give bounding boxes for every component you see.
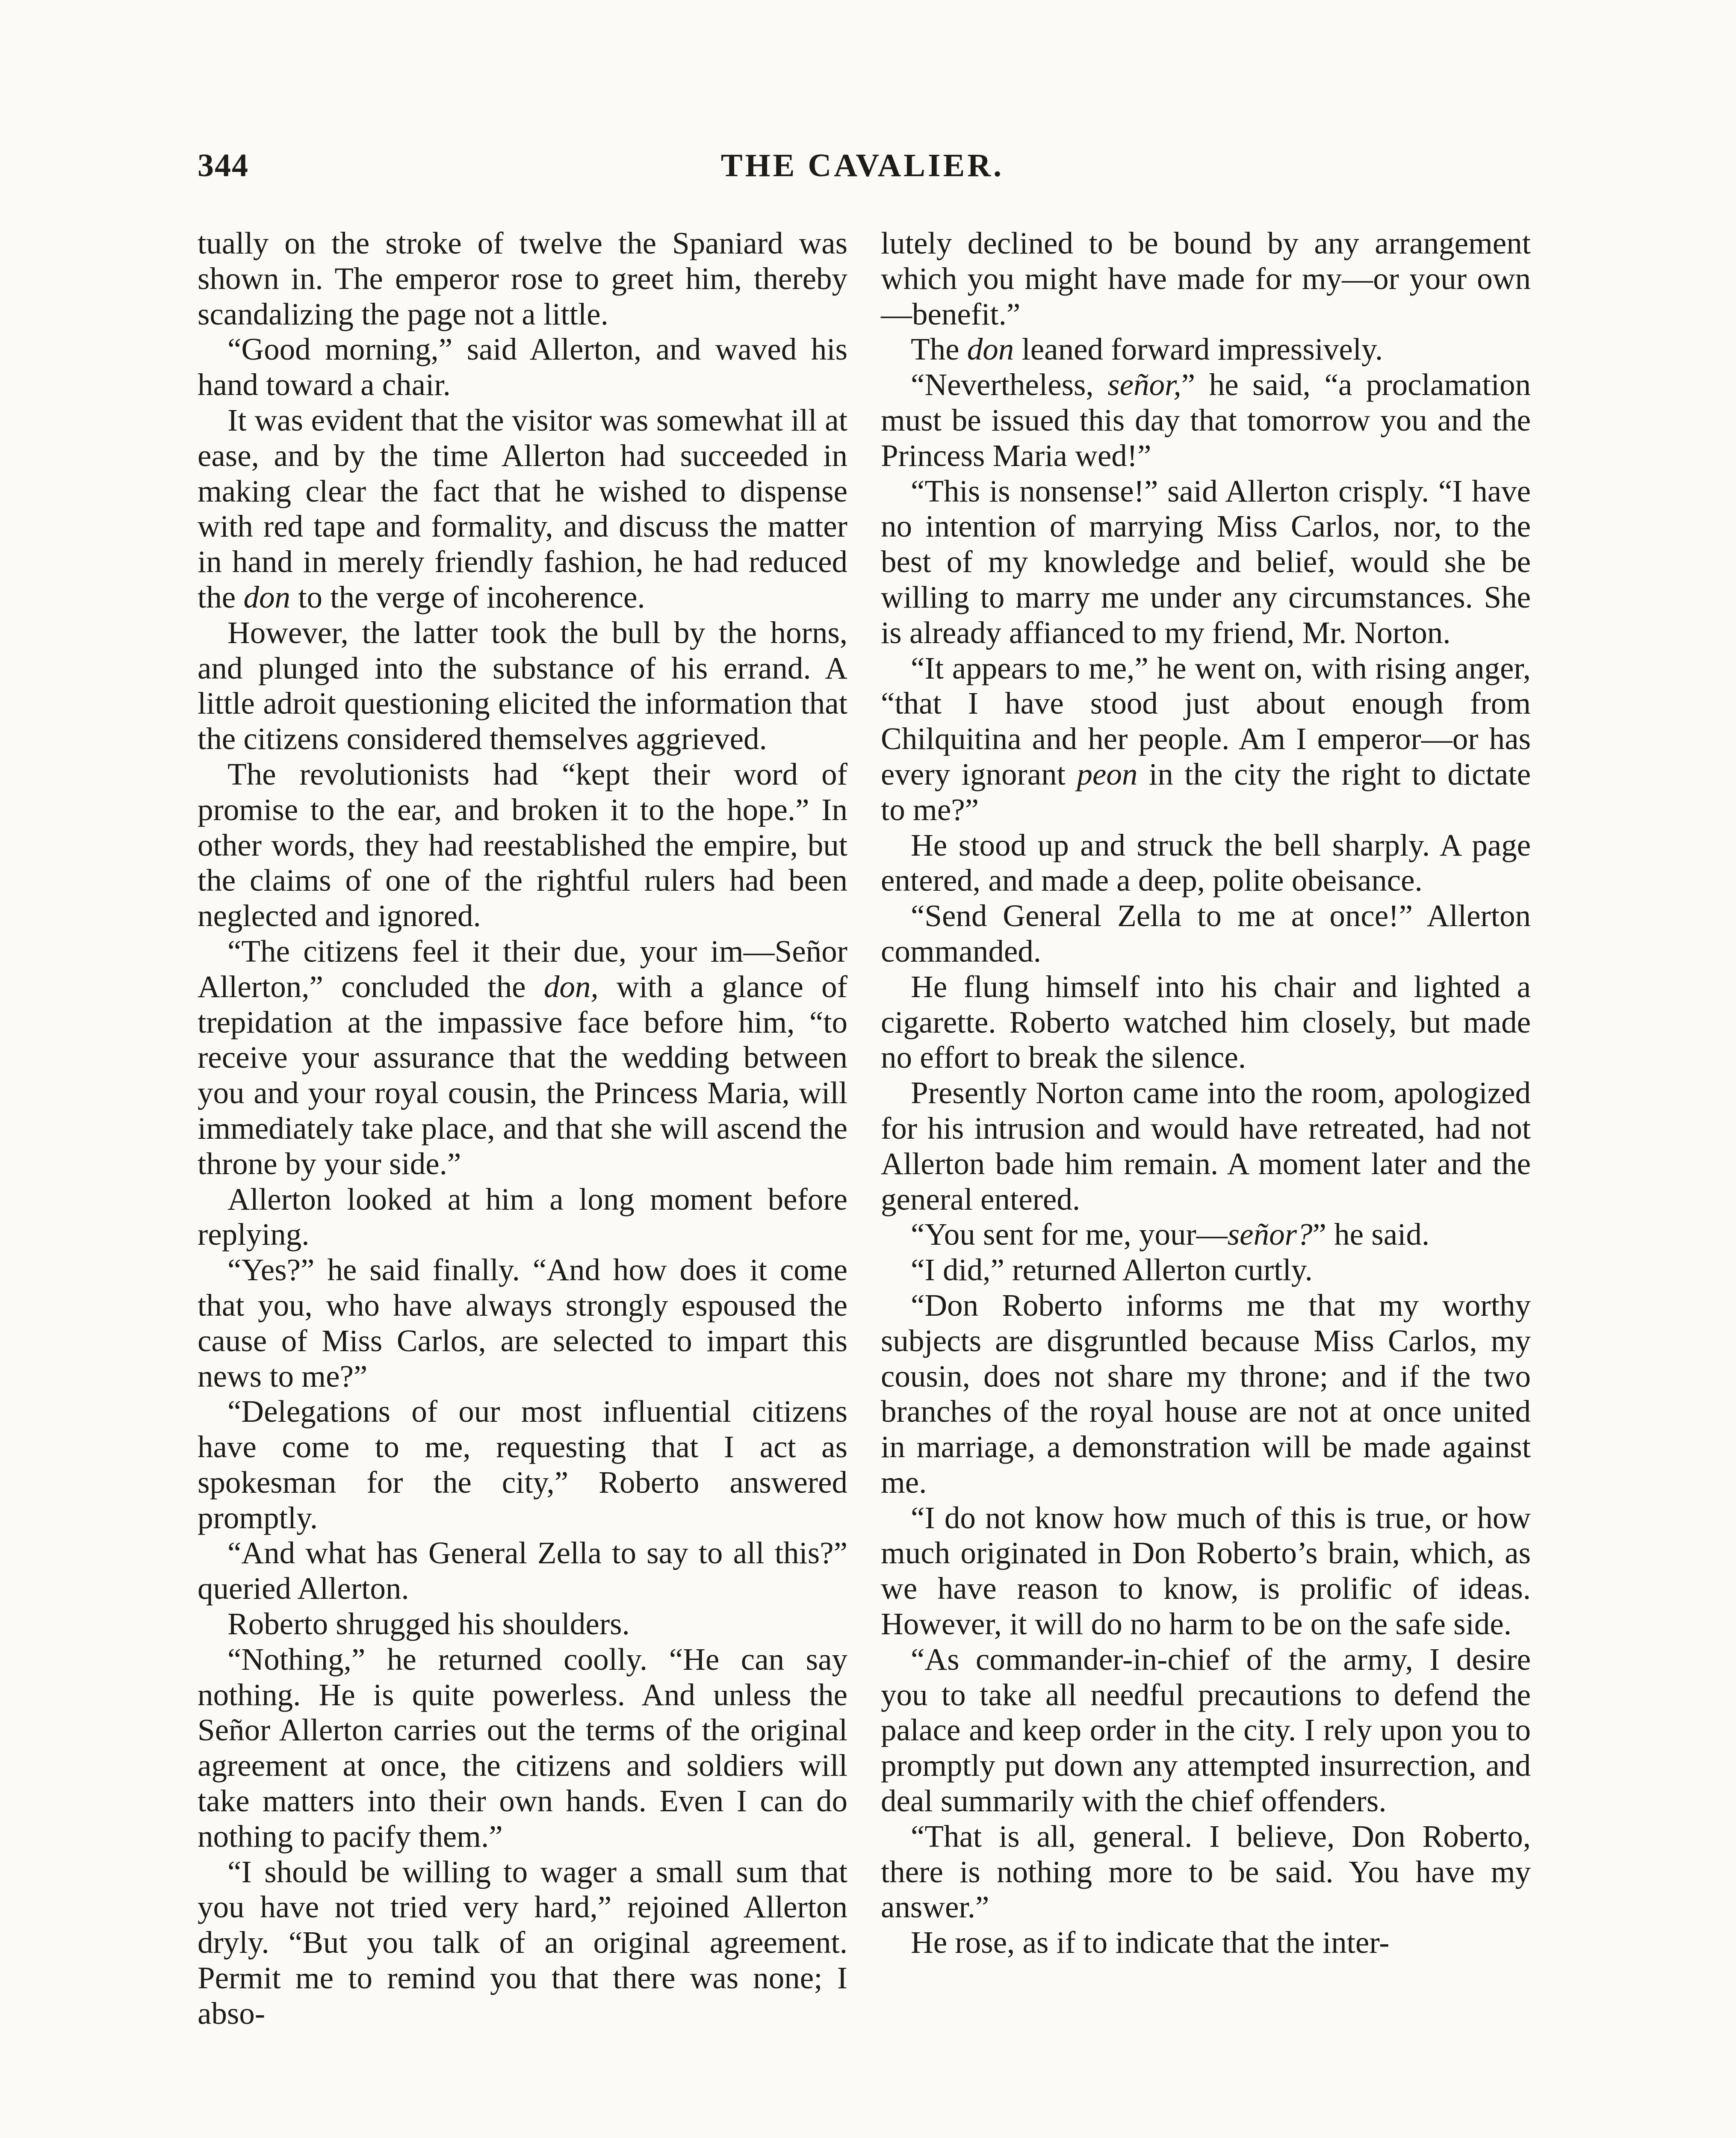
paragraph	[198, 1182, 847, 1253]
paragraph	[881, 1217, 1531, 1252]
paragraph	[198, 1536, 847, 1606]
paragraph	[881, 898, 1531, 969]
paragraph-text: He rose, as if to indicate that the inter-	[911, 1925, 1390, 1960]
paragraph-text: “And what has General Zella to say to all this?” queried Allerton.	[198, 1536, 847, 1606]
paragraph	[881, 1819, 1531, 1925]
paragraph-text: “The citizens feel it their due, your im—Señor Allerton,” concluded the	[198, 933, 847, 1004]
paragraph-text: “Good morning,” said Allerton, and waved his hand toward a chair.	[198, 332, 847, 402]
paragraph-text: “That is all, general. I believe, Don Roberto, there is nothing more to be said. You have my answer.”	[881, 1819, 1531, 1925]
paragraph	[881, 474, 1531, 651]
paragraph-text: “I do not know how much of this is true, or how much originated in Don Roberto’s brain, which, as we have reason to know, is prolific of ideas. However, it will do no harm to be on the safe side.	[881, 1500, 1531, 1642]
paragraph-text: with a glance of trepidation at the impassive face before him, “to receive your assurance that the wedding between you and your royal cousin, the Princess Maria, will immediately take place, and that she will ascend the throne by your side.”	[198, 969, 847, 1181]
paragraph-text: in the city the right to dictate to me?”	[881, 756, 1531, 827]
paragraph-text: “Nothing,” he returned coolly. “He can say nothing. He is quite powerless. And unless the Señor Allerton carries out the terms of the original agreement at once, the citizens and soldiers will take matters into their own hands. Even I can do nothing to pacify them.”	[198, 1642, 847, 1854]
paragraph	[881, 969, 1531, 1075]
italic-word: don	[967, 332, 1014, 367]
paragraph	[881, 367, 1531, 473]
paragraph-text: ” he said.	[1312, 1217, 1430, 1252]
paragraph-text: to the verge of incoherence.	[290, 579, 645, 614]
paragraph-text: “Yes?” he said finally. “And how does it come that you, who have always strongly espoused the cause of Miss Carlos, are selected to impart this news to me?”	[198, 1252, 847, 1394]
paragraph-text: He flung himself into his chair and lighted a cigarette. Roberto watched him closely, but made no effort to break the silence.	[881, 969, 1531, 1075]
paragraph-text: He stood up and struck the bell sharply. A page entered, and made a deep, polite obeisance.	[881, 827, 1531, 898]
paragraph	[881, 1075, 1531, 1217]
paragraph-text: “It appears to me,” he went on, with rising anger, “that I have stood just about enough from Chilquitina and her people. Am I emperor—or has every ignorant	[881, 650, 1531, 791]
paragraph	[198, 934, 847, 1182]
right-text-column	[881, 226, 1531, 1961]
italic-word: don,	[543, 969, 599, 1004]
paragraph	[881, 1642, 1531, 1819]
paragraph-text: tually on the stroke of twelve the Spaniard was shown in. The emperor rose to greet him, thereby scandalizing the page not a little.	[198, 226, 847, 331]
running-title: THE CAVALIER.	[720, 148, 1004, 183]
paragraph-text: “This is nonsense!” said Allerton crisply. “I have no intention of marrying Miss Carlos, nor, to the best of my knowledge and belief, would she be willing to marry me under any circumstances. She is already affianced to my friend, Mr. Norton.	[881, 473, 1531, 650]
paragraph	[198, 615, 847, 757]
paragraph	[881, 651, 1531, 828]
paragraph	[198, 226, 847, 332]
italic-word: don	[243, 579, 290, 614]
paragraph-text: “Send General Zella to me at once!” Allerton commanded.	[881, 898, 1531, 969]
paragraph	[881, 1252, 1531, 1288]
paragraph-text: “As commander-in-chief of the army, I desire you to take all needful precautions to defend the palace and keep order in the city. I rely upon you to promptly put down any attempted insurrection, and deal summarily with the chief offenders.	[881, 1642, 1531, 1819]
paragraph-text: However, the latter took the bull by the horns, and plunged into the substance of his errand. A little adroit questioning elicited the information that the citizens considered themselves aggrieved.	[198, 615, 847, 756]
paragraph-text: ” he said, “a proclamation must be issued this day that tomorrow you and the Princess Maria wed!”	[881, 367, 1531, 473]
paragraph	[198, 1394, 847, 1536]
paragraph-text: “I did,” returned Allerton curtly.	[911, 1252, 1313, 1288]
paragraph	[881, 1925, 1531, 1961]
paragraph-text: It was evident that the visitor was somewhat ill at ease, and by the time Allerton had succeeded in making clear the fact that he wished to dispense with red tape and formality, and discuss the matter in hand in merely friendly fashion, he had reduced the	[198, 402, 847, 614]
paragraph	[198, 1855, 847, 2032]
paragraph	[198, 1606, 847, 1642]
italic-word: señor,	[1107, 367, 1181, 402]
paragraph-text: “Don Roberto informs me that my worthy subjects are disgruntled because Miss Carlos, my cousin, does not share my throne; and if the two branches of the royal house are not at once united in marriage, a demonstration will be made against me.	[881, 1288, 1531, 1500]
left-text-column	[198, 226, 847, 2032]
page-header	[198, 142, 1527, 189]
paragraph-text: The revolutionists had “kept their word of promise to the ear, and broken it to the hope.” In other words, they had reestablished the empire, but the claims of one of the rightful rulers had been neglected and ignored.	[198, 756, 847, 933]
paragraph	[881, 332, 1531, 367]
italic-word: peon	[1077, 756, 1138, 791]
page-number: 344	[198, 148, 249, 183]
paragraph	[881, 1288, 1531, 1500]
paragraph-text: The	[911, 332, 967, 367]
paragraph-text: leaned forward impressively.	[1014, 332, 1383, 367]
paragraph-text: “I should be willing to wager a small sum that you have not tried very hard,” rejoined Allerton dryly. “But you talk of an original agreement. Permit me to remind you that there was none; I abso-	[198, 1854, 847, 2031]
paragraph-text: Presently Norton came into the room, apologized for his intrusion and would have retreated, had not Allerton bade him remain. A moment later and the general entered.	[881, 1075, 1531, 1217]
italic-word: señor?	[1227, 1217, 1313, 1252]
paragraph	[198, 757, 847, 934]
paragraph-text: “Nevertheless,	[911, 367, 1108, 402]
paragraph	[198, 332, 847, 403]
paragraph	[881, 828, 1531, 899]
paragraph-text: Allerton looked at him a long moment before replying.	[198, 1181, 847, 1252]
paragraph-text: lutely declined to be bound by any arrangement which you might have made for my—or your own—benefit.”	[881, 226, 1531, 331]
paragraph	[881, 226, 1531, 332]
paragraph	[198, 1252, 847, 1394]
paragraph	[198, 1642, 847, 1855]
paragraph-text: “You sent for me, your—	[911, 1217, 1228, 1252]
paragraph	[198, 403, 847, 615]
paragraph-text: “Delegations of our most influential citizens have come to me, requesting that I act as spokesman for the city,” Roberto answered promptly.	[198, 1394, 847, 1535]
paragraph	[881, 1500, 1531, 1642]
paragraph-text: Roberto shrugged his shoulders.	[227, 1606, 630, 1642]
